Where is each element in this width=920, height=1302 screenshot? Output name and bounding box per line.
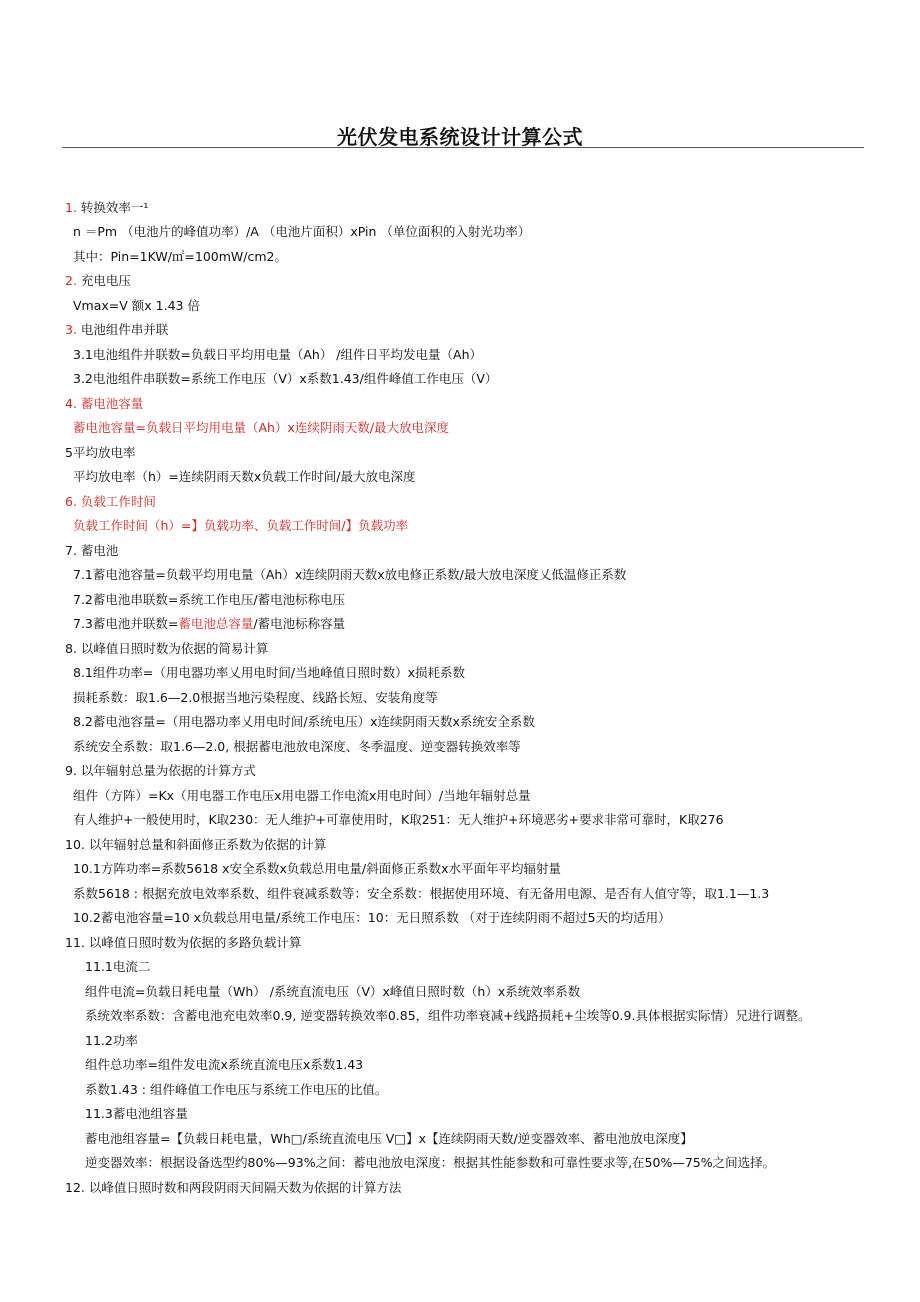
text-line: 7. 蓄电池 — [65, 543, 119, 558]
text-line — [65, 273, 131, 289]
section-number: 2. — [65, 273, 77, 288]
text-line: 11.2功率 — [85, 1033, 138, 1048]
text-line: 蓄电池容量=负载日平均用电量（Ah）x连续阴雨天数/最大放电深度 — [73, 420, 450, 435]
section-heading: 转换效率一¹ — [76, 200, 149, 215]
text-line: 其中：Pin=1KW/㎡=100mW/cm2。 — [73, 249, 287, 264]
text-line — [65, 494, 156, 510]
section-number: 6. — [65, 494, 77, 509]
text-line: 10.1方阵功率=系数5618 x安全系数x负载总用电量/斜面修正系数x水平面年平均辐射量 — [73, 861, 561, 876]
section-number: 1. — [65, 200, 77, 215]
text-line: n ＝Pm （电池片的峰值功率）/A （电池片面积）xPin （单位面积的入射光功率） — [73, 224, 531, 239]
text-line: Vmax=V 额x 1.43 倍 — [73, 298, 200, 313]
text-line: 7.1蓄电池容量=负载平均用电量（Ah）x连续阴雨天数x放电修正系数/最大放电深度乂低温修正系数 — [73, 567, 627, 582]
text-line — [65, 322, 168, 338]
text-line: 5平均放电率 — [65, 445, 136, 460]
text-line: 11.1电流二 — [85, 959, 151, 974]
text-line: 7.2蓄电池串联数=系统工作电压/蓄电池标称电压 — [73, 592, 346, 607]
text-line: 7.3蓄电池并联数=蓄电池总容量/蓄电池标称容量 — [73, 616, 346, 631]
text-line: 平均放电率（h）=连续阴雨天数x负载工作时间/最大放电深度 — [73, 469, 416, 484]
text-line: 系数5618 : 根据充放电效率系数、组件衰减系数等：安全系数：根据使用环境、有无备用电源、是否有人值守等，取1.1—1.3 — [73, 886, 770, 901]
text-line: 损耗系数：取1.6—2.0根据当地污染程度、线路长短、安装角度等 — [73, 690, 438, 705]
text-line: 有人维护+一般使用时，K取230：无人维护+可靠使用时，K取251：无人维护+环境恶劣+要求非常可靠时，K取276 — [73, 812, 724, 827]
section-heading: 电池组件串并联 — [76, 322, 169, 337]
text-line: 9. 以年辐射总量为依据的计算方式 — [65, 763, 256, 778]
text-line — [65, 200, 148, 216]
text-line: 系统效率系数：含蓄电池充电效率0.9, 逆变器转换效率0.85，组件功率衰减+线路损耗+尘埃等0.9.具体根据实际情）兄进行调整。 — [85, 1008, 811, 1023]
text-line: 逆变器效率：根据设备选型约80%—93%之间：蓄电池放电深度：根据其性能参数和可靠性要求等,在50%—75%之间选择。 — [85, 1155, 776, 1170]
text-line: 组件（方阵）=Kx（用电器工作电压x用电器工作电流x用电时间）/当地年辐射总量 — [73, 788, 531, 803]
text-line: 组件总功率=组件发电流x系统直流电压x系数1.43 — [85, 1057, 364, 1072]
text-line: 11.3蓄电池组容量 — [85, 1106, 188, 1121]
text-line: 8.1组件功率=（用电器功率乂用电时间/当地峰值日照时数）x损耗系数 — [73, 665, 465, 680]
title-divider — [62, 147, 864, 148]
text-line: 系统安全系数：取1.6—2.0, 根据蓄电池放电深度、冬季温度、逆变器转换效率等 — [73, 739, 521, 754]
section-heading: 负载工作时间 — [76, 494, 156, 509]
text-line: 8.2蓄电池容量=（用电器功率乂用电时间/系统电压）x连续阴雨天数x系统安全系数 — [73, 714, 535, 729]
section-heading: 充电电压 — [76, 273, 131, 288]
text-line: 蓄电池组容量=【负载日耗电量，Wh□/系统直流电压 V□】x【连续阴雨天数/逆变器效率、蓄电池放电深度】 — [85, 1131, 693, 1146]
text-line: 10.2蓄电池容量=10 x负载总用电量/系统工作电压：10：无日照系数 （对于连续阴雨不超过5天的均适用） — [73, 910, 671, 925]
text-line: 4. 蓄电池容量 — [65, 396, 144, 411]
text-line: 负载工作时间（h）=】负载功率、负载工作时间/】负载功率 — [73, 518, 409, 533]
text-line: 11. 以峰值日照时数为依据的多路负载计算 — [65, 935, 302, 950]
text-line: 组件电流=负载日耗电量（Wh） /系统直流电压（V）x峰值日照时数（h）x系统效率系数 — [85, 984, 581, 999]
text-line: 8. 以峰值日照时数为依据的简易计算 — [65, 641, 269, 656]
highlighted-term: 蓄电池总容量 — [178, 616, 254, 631]
document-title: 光伏发电系统设计计算公式 — [337, 125, 583, 149]
text-line: 10. 以年辐射总量和斜面修正系数为依据的计算 — [65, 837, 327, 852]
text-line: 12. 以峰值日照时数和两段阴雨天间隔天数为依据的计算方法 — [65, 1180, 402, 1195]
text-line: 3.1电池组件并联数=负载日平均用电量（Ah） /组件日平均发电量（Ah） — [73, 347, 482, 362]
text-line: 3.2电池组件串联数=系统工作电压（V）x系数1.43/组件峰值工作电压（V） — [73, 371, 498, 386]
section-number: 3. — [65, 322, 77, 337]
text-line: 系数1.43 : 组件峰值工作电压与系统工作电压的比值。 — [85, 1082, 388, 1097]
